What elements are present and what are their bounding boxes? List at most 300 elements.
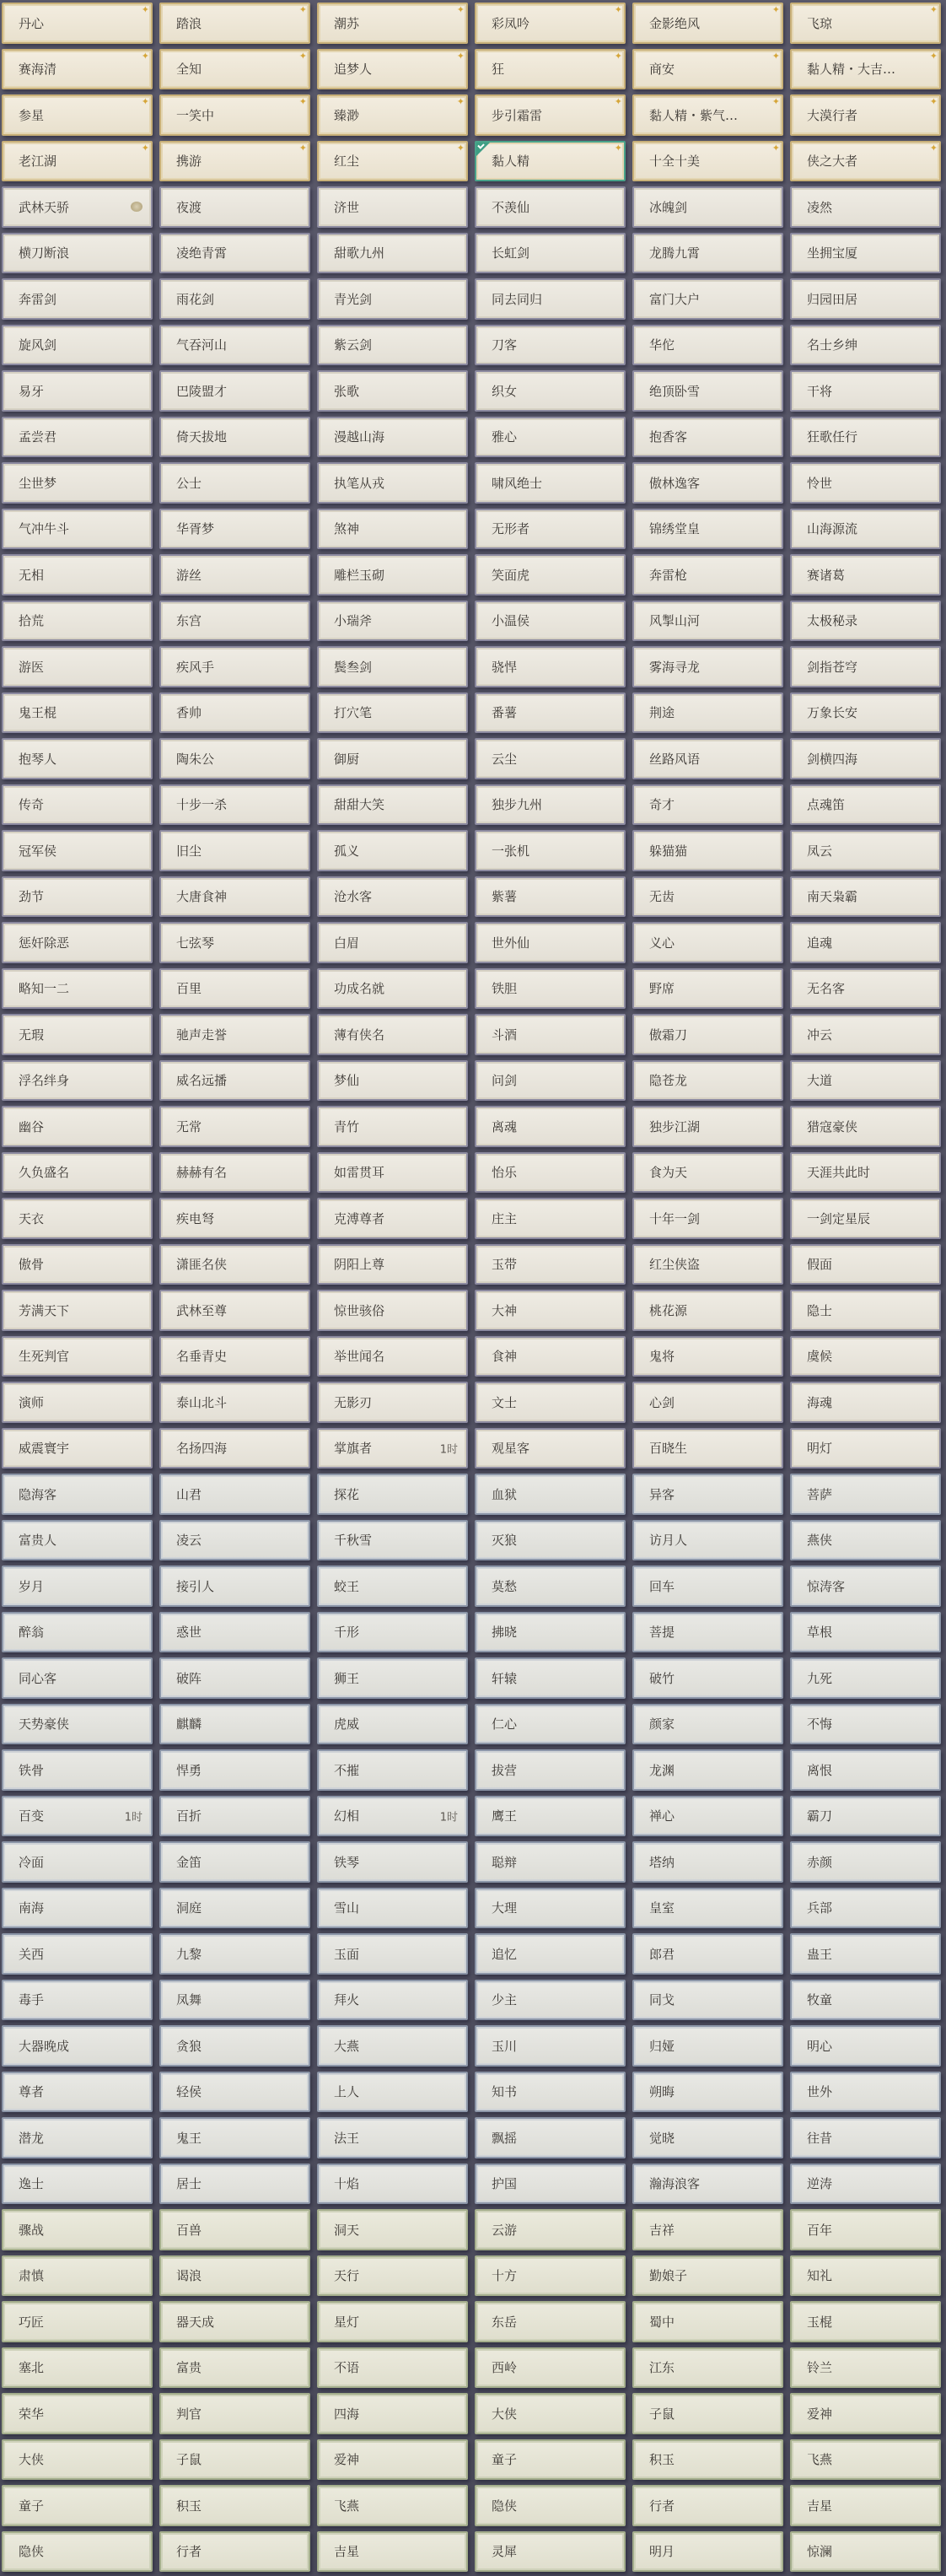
title-cell[interactable] [475,278,626,320]
title-cell[interactable] [2,1336,153,1377]
title-cell[interactable] [159,1796,310,1837]
title-cell[interactable] [2,2485,153,2526]
title-cell[interactable] [790,1612,941,1653]
title-cell[interactable] [790,601,941,642]
title-cell[interactable] [2,1060,153,1102]
title-cell[interactable] [632,1198,783,1239]
title-cell[interactable] [159,693,310,734]
title-cell[interactable] [475,1428,626,1469]
title-cell[interactable] [2,693,153,734]
title-cell[interactable] [2,876,153,918]
title-cell[interactable] [632,2347,783,2389]
title-cell[interactable] [317,1152,468,1194]
title-cell[interactable] [2,278,153,320]
title-cell[interactable] [159,1612,310,1653]
title-cell[interactable] [317,2393,468,2434]
title-cell[interactable] [317,1888,468,1929]
title-cell[interactable] [317,1060,468,1102]
title-cell[interactable] [790,1841,941,1883]
title-cell[interactable] [159,1474,310,1515]
title-cell[interactable] [317,3,468,44]
title-cell[interactable] [790,2117,941,2158]
title-cell[interactable] [2,325,153,366]
title-cell[interactable] [159,417,310,458]
title-cell[interactable] [790,1980,941,2021]
title-cell[interactable] [632,1520,783,1561]
title-cell[interactable] [2,462,153,504]
title-cell[interactable] [790,417,941,458]
title-cell[interactable] [317,1612,468,1653]
title-cell[interactable] [2,2025,153,2067]
title-cell[interactable] [2,2072,153,2113]
title-cell[interactable] [475,370,626,412]
title-cell[interactable] [632,2439,783,2481]
title-cell[interactable] [159,1060,310,1102]
title-cell[interactable] [317,1336,468,1377]
title-cell[interactable] [475,922,626,963]
title-cell[interactable] [2,922,153,963]
title-cell[interactable] [475,2531,626,2573]
title-cell[interactable] [632,278,783,320]
title-cell[interactable] [475,2439,626,2481]
title-cell[interactable] [632,2393,783,2434]
title-cell[interactable] [159,233,310,274]
title-cell[interactable] [790,2393,941,2434]
title-cell[interactable] [159,876,310,918]
title-cell[interactable] [317,1980,468,2021]
title-cell[interactable] [2,141,153,182]
title-cell[interactable] [475,2485,626,2526]
title-cell[interactable] [632,1657,783,1699]
title-cell[interactable] [632,876,783,918]
title-cell[interactable] [790,968,941,1010]
title-cell[interactable] [159,738,310,779]
title-cell[interactable] [475,325,626,366]
title-cell[interactable] [317,1841,468,1883]
title-cell[interactable] [2,1152,153,1194]
title-cell[interactable] [159,2209,310,2250]
title-cell[interactable] [475,1474,626,1515]
title-cell[interactable] [632,738,783,779]
title-cell[interactable] [632,233,783,274]
title-cell[interactable] [790,1244,941,1285]
title-cell[interactable] [159,1520,310,1561]
title-cell[interactable] [475,233,626,274]
title-cell[interactable] [317,1933,468,1975]
title-cell[interactable] [632,1841,783,1883]
title-cell[interactable] [2,509,153,550]
title-cell[interactable] [790,1933,941,1975]
title-cell[interactable] [2,1244,153,1285]
title-cell[interactable] [317,2072,468,2113]
title-cell[interactable] [790,1382,941,1423]
title-cell[interactable] [790,738,941,779]
title-cell[interactable] [632,2209,783,2250]
title-cell[interactable] [2,2117,153,2158]
title-cell[interactable] [475,2209,626,2250]
title-cell[interactable] [2,1841,153,1883]
title-cell[interactable] [475,141,626,182]
title-cell[interactable] [790,1014,941,1055]
title-cell[interactable] [632,2117,783,2158]
title-cell[interactable] [159,2347,310,2389]
title-cell[interactable] [317,1290,468,1331]
title-cell[interactable] [317,94,468,136]
title-cell[interactable] [632,2025,783,2067]
title-cell[interactable] [632,693,783,734]
title-cell[interactable] [2,968,153,1010]
title-cell[interactable] [632,1060,783,1102]
title-cell[interactable] [2,2301,153,2342]
title-cell[interactable] [790,830,941,871]
title-cell[interactable] [317,1474,468,1515]
title-cell[interactable] [159,94,310,136]
title-cell[interactable] [790,1290,941,1331]
title-cell[interactable] [475,1520,626,1561]
title-cell[interactable] [475,1336,626,1377]
title-cell[interactable] [317,2164,468,2205]
title-cell[interactable] [317,1566,468,1607]
title-cell[interactable] [317,876,468,918]
title-cell[interactable] [632,1933,783,1975]
title-cell[interactable] [632,830,783,871]
title-cell[interactable] [159,2164,310,2205]
title-cell[interactable] [632,922,783,963]
title-cell[interactable] [790,278,941,320]
title-cell[interactable] [317,2255,468,2297]
title-cell[interactable] [317,509,468,550]
title-cell[interactable] [317,1657,468,1699]
title-cell[interactable] [632,554,783,595]
title-cell[interactable] [790,325,941,366]
title-cell[interactable] [790,2025,941,2067]
title-cell[interactable] [632,1428,783,1469]
title-cell[interactable] [790,3,941,44]
title-cell[interactable] [475,1841,626,1883]
title-cell[interactable] [2,2164,153,2205]
title-cell[interactable] [475,2164,626,2205]
title-cell[interactable] [790,2209,941,2250]
title-cell[interactable] [790,2485,941,2526]
title-cell[interactable] [159,278,310,320]
title-cell[interactable] [632,2072,783,2113]
title-cell[interactable] [159,1980,310,2021]
title-cell[interactable] [475,554,626,595]
title-cell[interactable] [159,1704,310,1745]
title-cell[interactable] [632,1336,783,1377]
title-cell[interactable] [317,601,468,642]
title-cell[interactable] [2,784,153,826]
title-cell[interactable] [632,1474,783,1515]
title-cell[interactable] [790,2531,941,2573]
title-cell[interactable] [632,509,783,550]
title-cell[interactable] [475,1290,626,1331]
title-cell[interactable] [2,1566,153,1607]
title-cell[interactable] [159,2072,310,2113]
title-cell[interactable] [317,2025,468,2067]
title-cell[interactable] [2,646,153,687]
title-cell[interactable] [159,325,310,366]
title-cell[interactable] [159,554,310,595]
title-cell[interactable] [159,1841,310,1883]
title-cell[interactable] [159,2025,310,2067]
title-cell[interactable] [475,509,626,550]
title-cell[interactable] [317,922,468,963]
title-cell[interactable] [159,1888,310,1929]
title-cell[interactable] [475,1704,626,1745]
title-cell[interactable] [2,2347,153,2389]
title-cell[interactable] [475,1106,626,1147]
title-cell[interactable] [317,1428,468,1469]
title-cell[interactable] [2,417,153,458]
title-cell[interactable] [2,601,153,642]
title-cell[interactable] [159,1749,310,1791]
title-cell[interactable] [475,876,626,918]
title-cell[interactable] [159,2117,310,2158]
title-cell[interactable] [475,1152,626,1194]
title-cell[interactable] [632,1382,783,1423]
title-cell[interactable] [475,1566,626,1607]
title-cell[interactable] [632,325,783,366]
title-cell[interactable] [2,2209,153,2250]
title-cell[interactable] [632,1566,783,1607]
title-cell[interactable] [790,233,941,274]
title-cell[interactable] [317,1198,468,1239]
title-cell[interactable] [790,94,941,136]
title-cell[interactable] [2,1198,153,1239]
title-cell[interactable] [632,968,783,1010]
title-cell[interactable] [475,2025,626,2067]
title-cell[interactable] [790,1888,941,1929]
title-cell[interactable] [632,784,783,826]
title-cell[interactable] [317,968,468,1010]
title-cell[interactable] [632,417,783,458]
title-cell[interactable] [2,2393,153,2434]
title-cell[interactable] [159,3,310,44]
title-cell[interactable] [790,1520,941,1561]
title-cell[interactable] [159,462,310,504]
title-cell[interactable] [632,1749,783,1791]
title-cell[interactable] [317,462,468,504]
title-cell[interactable] [2,1933,153,1975]
title-cell[interactable] [2,554,153,595]
title-cell[interactable] [317,2301,468,2342]
title-cell[interactable] [159,601,310,642]
title-cell[interactable] [317,2209,468,2250]
title-cell[interactable] [790,2072,941,2113]
title-cell[interactable] [475,968,626,1010]
title-cell[interactable] [632,370,783,412]
title-cell[interactable] [2,1749,153,1791]
title-cell[interactable] [317,830,468,871]
title-cell[interactable] [159,2531,310,2573]
title-cell[interactable] [159,1657,310,1699]
title-cell[interactable] [2,3,153,44]
title-cell[interactable] [159,1382,310,1423]
title-cell[interactable] [790,784,941,826]
title-cell[interactable] [790,1796,941,1837]
title-cell[interactable] [159,2393,310,2434]
title-cell[interactable] [2,233,153,274]
title-cell[interactable] [2,738,153,779]
title-cell[interactable] [2,2531,153,2573]
title-cell[interactable] [159,646,310,687]
title-cell[interactable] [632,94,783,136]
title-cell[interactable] [2,1704,153,1745]
title-cell[interactable] [790,1566,941,1607]
title-cell[interactable] [790,1152,941,1194]
title-cell[interactable] [475,2347,626,2389]
title-cell[interactable] [632,2531,783,2573]
title-cell[interactable] [475,1198,626,1239]
title-cell[interactable] [632,1796,783,1837]
title-cell[interactable] [790,2255,941,2297]
title-cell[interactable] [317,186,468,228]
title-cell[interactable] [790,2347,941,2389]
title-cell[interactable] [317,1749,468,1791]
title-cell[interactable] [2,1474,153,1515]
title-cell[interactable] [475,1382,626,1423]
title-cell[interactable] [2,1657,153,1699]
title-cell[interactable] [632,1014,783,1055]
title-cell[interactable] [632,2255,783,2297]
title-cell[interactable] [475,2255,626,2297]
title-cell[interactable] [632,3,783,44]
title-cell[interactable] [317,2485,468,2526]
title-cell[interactable] [790,1106,941,1147]
title-cell[interactable] [317,325,468,366]
title-cell[interactable] [632,141,783,182]
title-cell[interactable] [317,1704,468,1745]
title-cell[interactable] [317,2347,468,2389]
title-cell[interactable] [632,646,783,687]
title-cell[interactable] [2,1980,153,2021]
title-cell[interactable] [159,1290,310,1331]
title-cell[interactable] [317,417,468,458]
title-cell[interactable] [790,554,941,595]
title-cell[interactable] [2,370,153,412]
title-cell[interactable] [632,49,783,90]
title-cell[interactable] [159,1933,310,1975]
title-cell[interactable] [159,2301,310,2342]
title-cell[interactable] [317,233,468,274]
title-cell[interactable] [790,141,941,182]
title-cell[interactable] [475,1796,626,1837]
title-cell[interactable] [475,1612,626,1653]
title-cell[interactable] [632,1888,783,1929]
title-cell[interactable] [159,1428,310,1469]
title-cell[interactable] [317,646,468,687]
title-cell[interactable] [159,922,310,963]
title-cell[interactable] [159,2255,310,2297]
title-cell[interactable] [317,2439,468,2481]
title-cell[interactable] [159,784,310,826]
title-cell[interactable] [159,1244,310,1285]
title-cell[interactable] [159,1152,310,1194]
title-cell[interactable] [475,601,626,642]
title-cell[interactable] [790,1474,941,1515]
title-cell[interactable] [790,1198,941,1239]
title-cell[interactable] [475,2072,626,2113]
title-cell[interactable] [159,2485,310,2526]
title-cell[interactable] [790,1704,941,1745]
title-cell[interactable] [317,554,468,595]
title-cell[interactable] [790,186,941,228]
title-cell[interactable] [317,49,468,90]
title-cell[interactable] [475,2117,626,2158]
title-cell[interactable] [475,94,626,136]
title-cell[interactable] [790,2164,941,2205]
title-cell[interactable] [2,1014,153,1055]
title-cell[interactable] [2,49,153,90]
title-cell[interactable] [317,1244,468,1285]
title-cell[interactable] [159,49,310,90]
title-cell[interactable] [2,1382,153,1423]
title-cell[interactable] [475,738,626,779]
title-cell[interactable] [475,3,626,44]
title-cell[interactable] [159,1106,310,1147]
title-cell[interactable] [632,1106,783,1147]
title-cell[interactable] [159,1566,310,1607]
title-cell[interactable] [632,2164,783,2205]
title-cell[interactable] [790,1657,941,1699]
title-cell[interactable] [475,1014,626,1055]
title-cell[interactable] [317,1796,468,1837]
title-cell[interactable] [790,922,941,963]
title-cell[interactable] [2,1612,153,1653]
title-cell[interactable] [790,1428,941,1469]
title-cell[interactable] [790,462,941,504]
title-cell[interactable] [632,186,783,228]
title-cell[interactable] [2,1106,153,1147]
title-cell[interactable] [632,1244,783,1285]
title-cell[interactable] [790,370,941,412]
title-cell[interactable] [475,2301,626,2342]
title-cell[interactable] [159,2439,310,2481]
title-cell[interactable] [2,2255,153,2297]
title-cell[interactable] [2,186,153,228]
title-cell[interactable] [2,1428,153,1469]
title-cell[interactable] [475,1980,626,2021]
title-cell[interactable] [475,186,626,228]
title-cell[interactable] [2,2439,153,2481]
title-cell[interactable] [475,462,626,504]
title-cell[interactable] [475,49,626,90]
title-cell[interactable] [159,830,310,871]
title-cell[interactable] [475,693,626,734]
title-cell[interactable] [475,1060,626,1102]
title-cell[interactable] [632,1152,783,1194]
title-cell[interactable] [317,141,468,182]
title-cell[interactable] [159,1198,310,1239]
title-cell[interactable] [317,738,468,779]
title-cell[interactable] [317,1014,468,1055]
title-cell[interactable] [475,417,626,458]
title-cell[interactable] [475,2393,626,2434]
title-cell[interactable] [2,1888,153,1929]
title-cell[interactable] [159,186,310,228]
title-cell[interactable] [790,693,941,734]
title-cell[interactable] [317,1520,468,1561]
title-cell[interactable] [790,2439,941,2481]
title-cell[interactable] [2,830,153,871]
title-cell[interactable] [159,1014,310,1055]
title-cell[interactable] [317,1382,468,1423]
title-cell[interactable] [790,49,941,90]
title-cell[interactable] [632,1290,783,1331]
title-cell[interactable] [632,601,783,642]
title-cell[interactable] [475,1749,626,1791]
